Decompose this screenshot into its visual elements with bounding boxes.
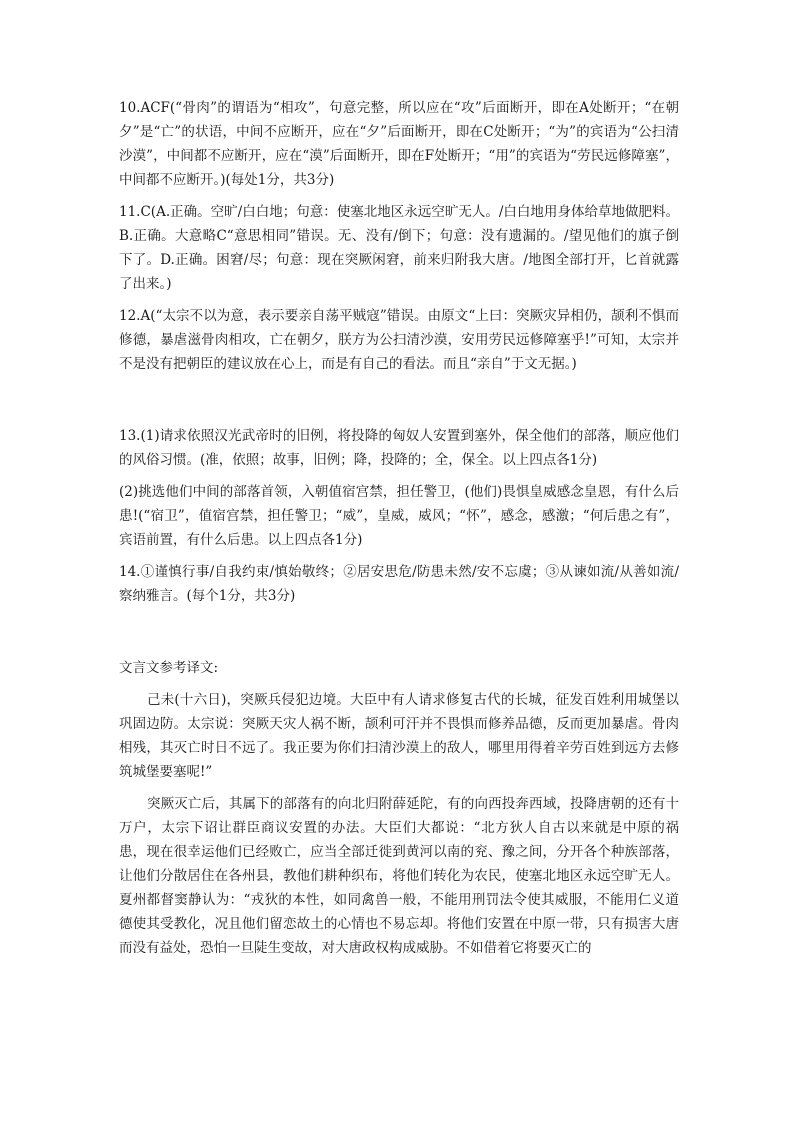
translation-paragraph-1: 己未(十六日)，突厥兵侵犯边境。大臣中有人请求修复古代的长城，征发百姓利用城堡以巩固边防。太宗说：突厥天灾人祸不断，颉利可汗并不畏惧而修养品德，反而更加暴虐。骨肉相残，其灭亡时日不远了。我正要为你们扫清沙漠上的敌人，哪里用得着辛劳百姓到远方去修筑城堡要塞呢!” [119, 692, 679, 780]
answer-q14: 14.①谨慎行事/自我约束/慎始敬终；②居安思危/防患未然/安不忘虞；③从谏如流/从善如流/察纳雅言。(每个1分，共3分) [119, 564, 679, 604]
answer-q13-2: (2)挑选他们中间的部落首领，入朝值宿宫禁，担任警卫，(他们)畏惧皇威感念皇恩，有什么后患!(“宿卫”，值宿宫禁，担任警卫；“威”，皇威，威风；“怀”，感念，感激；“何后患之有”，宾语前置，有什么后患。以上四点各1分) [119, 484, 679, 548]
answer-q12: 12.A(“太宗不以为意，表示要亲自荡平贼寇”错误。由原文“上曰：突厥灾异相仍，颉利不惧而修德，暴虐滋骨肉相攻，亡在朝夕，朕方为公扫清沙漠，安用劳民远修障塞乎!”可知，太宗并不是没有把朝臣的建议放在心上，而是有自己的看法。而且“亲自”于文无据。) [119, 308, 679, 372]
translation-heading: 文言文参考译文: [119, 660, 219, 676]
answer-q11: 11.C(A.正确。空旷/白白地；句意：使塞北地区永远空旷无人。/白白地用身体给草地做肥料。B.正确。大意略C“意思相同”错误。无、没有/倒下；句意：没有遗漏的。/望见他们的旗子倒下了。D.正确。困窘/尽；句意：现在突厥闲窘，前来归附我大唐。/地图全部打开，匕首就露了出来。) [119, 204, 679, 292]
answer-q10: 10.ACF(“骨肉”的谓语为“相攻”，句意完整，所以应在“攻”后面断开，即在A处断开；“在朝夕”是“亡”的状语，中间不应断开，应在“夕”后面断开，即在C处断开；“为”的宾语为“公扫清沙漠”，中间都不应断开，应在“漠”后面断开，即在F处断开；“用”的宾语为“劳民远修障塞”，中间都不应断开。)(每处1分，共3分) [119, 100, 679, 188]
document-page [119, 96, 679, 960]
answer-q13-1: 13.(1)请求依照汉光武帝时的旧例，将投降的匈奴人安置到塞外，保全他们的部落，顺应他们的风俗习惯。(准，依照；故事，旧例；降，投降的；全，保全。以上四点各1分) [119, 428, 679, 468]
translation-paragraph-2: 突厥灭亡后，其属下的部落有的向北归附薛延陀，有的向西投奔西域，投降唐朝的还有十万户，太宗下诏让群臣商议安置的办法。大臣们大都说：“北方狄人自古以来就是中原的祸患，现在很幸运他们已经败亡，应当全部迁徙到黄河以南的兖、豫之间，分开各个种族部落，让他们分散居住在各州县，教他们耕种织布，将他们转化为农民，使塞北地区永远空旷无人。夏州都督窦静认为：“戎狄的本性，如同禽兽一般，不能用刑罚法令使其威服，不能用仁义道德使其受教化，况且他们留恋故土的心情也不易忘却。将他们安置在中原一带，只有损害大唐而没有益处，恐怕一旦陡生变故，对大唐政权构成威胁。不如借着它将要灭亡的 [119, 796, 679, 956]
